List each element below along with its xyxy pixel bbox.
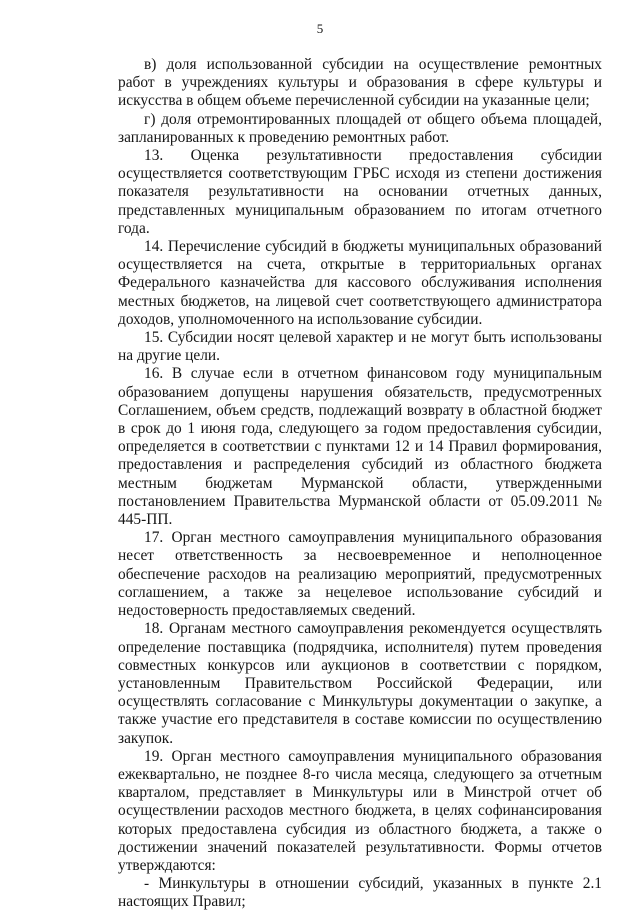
paragraph-16: 16. В случае если в отчетном финансовом году муниципальным образованием допущены нарушения обязательств, предусмотренных Соглашением, объем средств, подлежащий возврату в областной бюджет в срок до 1 июня года, следующего за годом предоставления субсидии, определяется в соответствии с пунктами 12 и 14 Правил формирования, предоставления и распределения субсидий из областного бюджета местным бюджетам Мурманской области, утвержденными постановлением Правительства Мурманской области от 05.09.2011 № 445-ПП. [118,365,602,529]
paragraph-15: 15. Субсидии носят целевой характер и не могут быть использованы на другие цели. [118,329,602,365]
document-body [118,56,602,912]
paragraph-17: 17. Орган местного самоуправления муниципального образования несет ответственность за несвоевременное и неполноценное обеспечение расходов на реализацию мероприятий, предусмотренных соглашением, а также за нецелевое использование субсидий и недостоверность предоставляемых сведений. [118,529,602,620]
paragraph-18: 18. Органам местного самоуправления рекомендуется осуществлять определение поставщика (подрядчика, исполнителя) путем проведения совместных конкурсов или аукционов в соответствии с порядком, установленным Правительством Российской Федерации, или осуществлять согласование с Минкультуры документации о закупке, а также участие его представителя в составе комиссии по осуществлению закупок. [118,620,602,747]
page-number: 5 [316,21,324,36]
paragraph-subitem-v: в) доля использованной субсидии на осуществление ремонтных работ в учреждениях культуры и образования в сфере культуры и искусства в общем объеме перечисленной субсидии на указанные цели; [118,56,602,110]
paragraph-19: 19. Орган местного самоуправления муниципального образования ежеквартально, не позднее 8-го числа месяца, следующего за отчетным кварталом, представляет в Минкультуры или в Минстрой отчет об осуществлении расходов местного бюджета, в целях софинансирования которых предоставлена субсидия из областного бюджета, а также о достижении значений показателей результативности. Формы отчетов утверждаются: [118,747,602,874]
paragraph-14: 14. Перечисление субсидий в бюджеты муниципальных образований осуществляется на счета, открытые в территориальных органах Федерального казначейства для кассового обслуживания исполнения местных бюджетов, на лицевой счет соответствующего администратора доходов, уполномоченного на использование субсидии. [118,238,602,328]
paragraph-subitem-g: г) доля отремонтированных площадей от общего объема площадей, запланированных к проведению ремонтных работ. [118,110,602,146]
list-item-minkultury: - Минкультуры в отношении субсидий, указанных в пункте 2.1 настоящих Правил; [118,875,602,911]
paragraph-13: 13. Оценка результативности предоставления субсидии осуществляется соответствующим ГРБС исходя из степени достижения показателя результативности на основании отчетных данных, представленных муниципальным образованием по итогам отчетного года. [118,147,602,237]
